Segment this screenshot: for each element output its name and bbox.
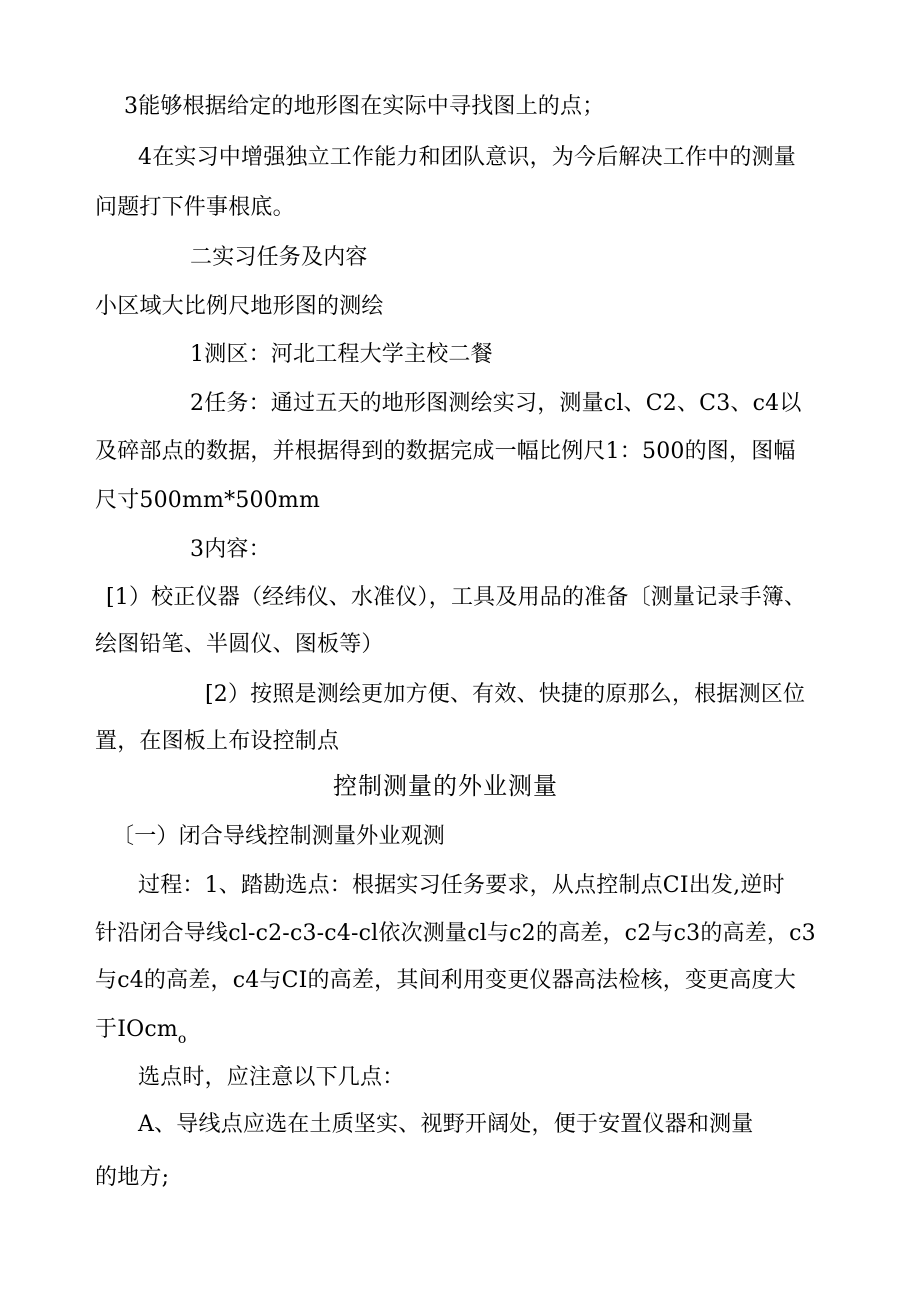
- paragraph-line-1: 3能够根据给定的地形图在实际中寻找图上的点；: [124, 94, 605, 119]
- subsection-heading: 〔一）闭合导线控制测量外业观测: [112, 824, 446, 849]
- selection-point-a-line-1: A、导线点应选在土质坚实、视野开阔处，便于安置仪器和测量: [138, 1112, 754, 1137]
- content-item-1-line-1: [1）校正仪器（经纬仪、水准仪），工具及用品的准备〔测量记录手簿、: [106, 585, 807, 610]
- task-line-1: 2任务：通过五天的地形图测绘实习，测量cl、C2、C3、c4以: [190, 391, 802, 416]
- content-item-1-line-2: 绘图铅笔、半圆仪、图板等）: [95, 632, 384, 657]
- section-title: 二实习任务及内容: [190, 245, 368, 270]
- process-line-2: 针沿闭合导线cl-c2-c3-c4-cl依次测量cl与c2的高差，c2与c3的高差，c3: [95, 921, 816, 946]
- process-line-4: [95, 1015, 187, 1048]
- process-line-4-text: 于IOcm: [95, 1017, 178, 1042]
- section-subtitle: 小区域大比例尺地形图的测绘: [95, 294, 384, 319]
- paragraph-line-2: 4在实习中增强独立工作能力和团队意识，为今后解决工作中的测量: [138, 145, 796, 170]
- paragraph-line-3: 问题打下件事根底。: [95, 195, 295, 220]
- selection-intro: 选点时，应注意以下几点：: [138, 1065, 405, 1090]
- task-line-2: 及碎部点的数据，并根据得到的数据完成一幅比例尺1：500的图，图幅: [95, 439, 796, 464]
- selection-point-a-line-2: 的地方;: [95, 1165, 170, 1190]
- content-heading: 3内容：: [190, 537, 271, 562]
- subscript-o: o: [177, 1031, 187, 1048]
- survey-area-line: 1测区：河北工程大学主校二餐: [190, 342, 493, 367]
- content-item-2-line-2: 置，在图板上布设控制点: [95, 729, 340, 754]
- process-line-3: 与c4的高差，c4与CI的高差，其间利用变更仪器高法检核，变更高度大: [95, 968, 796, 993]
- task-line-3: 尺寸500mm*500mm: [95, 488, 321, 513]
- content-item-2-line-1: [2）按照是测绘更加方便、有效、快捷的原那么，根据测区位: [205, 682, 806, 707]
- chapter-heading: 控制测量的外业测量: [333, 772, 558, 800]
- process-line-1: 过程：1、踏勘选点：根据实习任务要求，从点控制点CI出发,逆时: [138, 873, 785, 898]
